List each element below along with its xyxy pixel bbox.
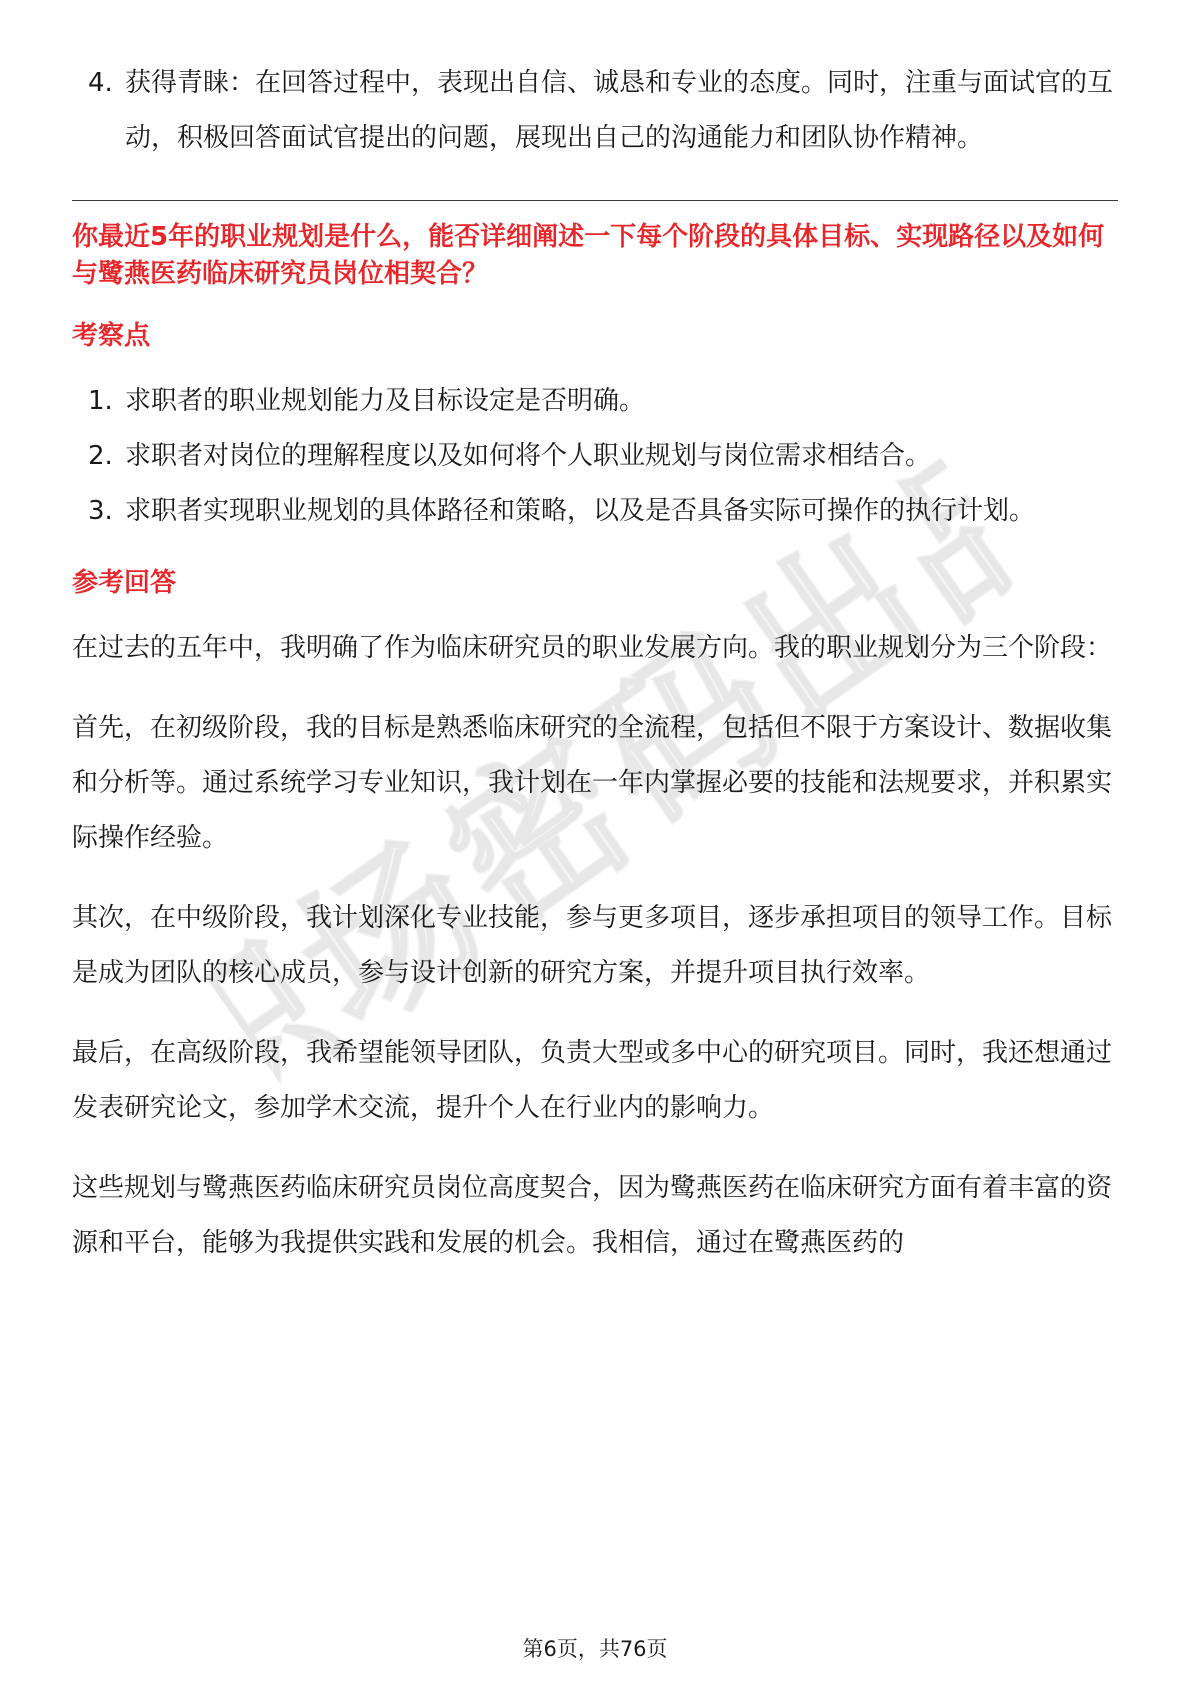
list-item-number: 2. <box>88 441 113 471</box>
list-item-text: 求职者实现职业规划的具体路径和策略，以及是否具备实际可操作的执行计划。 <box>125 496 1036 526</box>
exam-points-list <box>72 374 1118 539</box>
list-item <box>72 429 1118 484</box>
interview-question: 你最近5年的职业规划是什么，能否详细阐述一下每个阶段的具体目标、实现路径以及如何与鹭燕医药临床研究员岗位相契合？ <box>72 222 1105 289</box>
list-item-text: 获得青睐：在回答过程中，表现出自信、诚恳和专业的态度。同时，注重与面试官的互动，积极回答面试官提出的问题，展现出自己的沟通能力和团队协作精神。 <box>125 68 1114 153</box>
list-item-text: 求职者的职业规划能力及目标设定是否明确。 <box>125 386 646 416</box>
page-content <box>72 56 1118 1296</box>
answer-paragraph: 在过去的五年中，我明确了作为临床研究员的职业发展方向。我的职业规划分为三个阶段： <box>72 633 1113 663</box>
list-item-number: 4. <box>88 68 113 98</box>
answer-paragraph: 首先，在初级阶段，我的目标是熟悉临床研究的全流程，包括但不限于方案设计、数据收集和分析等。通过系统学习专业知识，我计划在一年内掌握必要的技能和法规要求，并积累实际操作经验。 <box>72 713 1113 853</box>
list-item-text: 求职者对岗位的理解程度以及如何将个人职业规划与岗位需求相结合。 <box>125 441 932 471</box>
list-item <box>72 484 1118 539</box>
reference-answer-heading: 参考回答 <box>72 568 177 598</box>
exam-points-heading: 考察点 <box>72 321 151 351</box>
answer-paragraph: 这些规划与鹭燕医药临床研究员岗位高度契合，因为鹭燕医药在临床研究方面有着丰富的资源和平台，能够为我提供实践和发展的机会。我相信，通过在鹭燕医药的 <box>72 1173 1113 1258</box>
answer-paragraph: 最后，在高级阶段，我希望能领导团队，负责大型或多中心的研究项目。同时，我还想通过发表研究论文，参加学术交流，提升个人在行业内的影响力。 <box>72 1038 1113 1123</box>
list-item <box>72 374 1118 429</box>
list-item <box>72 56 1118 166</box>
section-divider <box>72 200 1118 201</box>
list-item-number: 3. <box>88 496 113 526</box>
list-item-number: 1. <box>88 386 113 416</box>
answer-paragraph: 其次，在中级阶段，我计划深化专业技能，参与更多项目，逐步承担项目的领导工作。目标是成为团队的核心成员，参与设计创新的研究方案，并提升项目执行效率。 <box>72 903 1113 988</box>
page-number-footer: 第6页，共76页 <box>522 1637 668 1661</box>
